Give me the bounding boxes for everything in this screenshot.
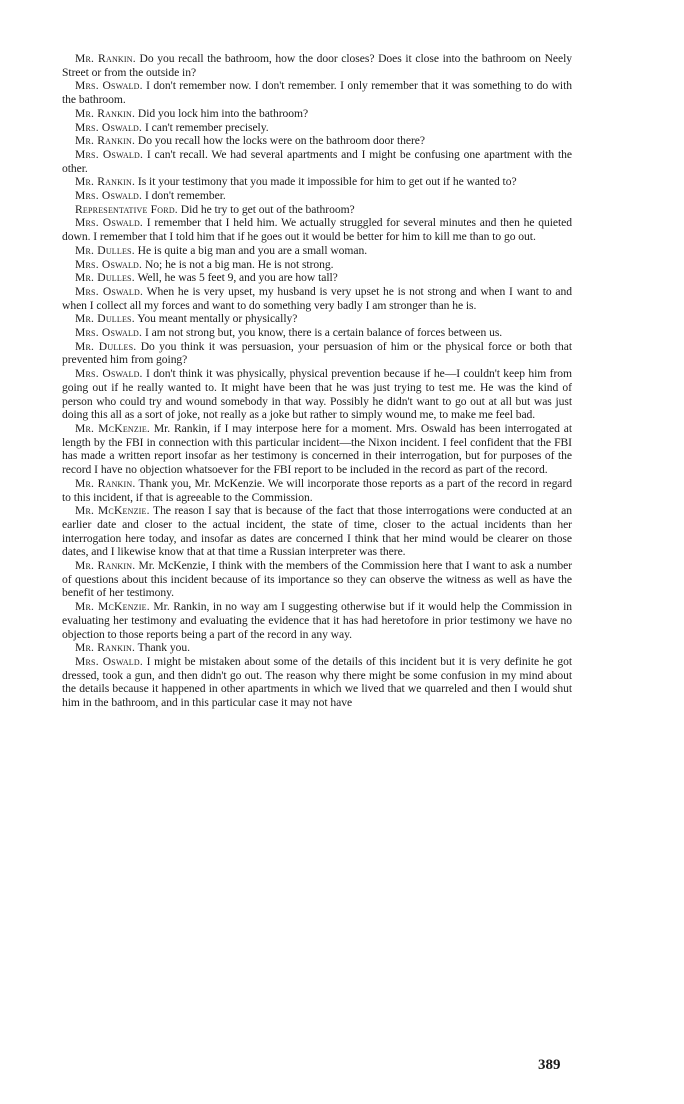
statement-text: When he is very upset, my husband is very upset he is not strong and when I want to and when I collect all my forces and want to do something very badly I am stronger than he is. <box>62 284 572 312</box>
testimony-paragraph <box>62 559 572 600</box>
testimony-paragraph <box>62 175 572 189</box>
statement-text: Thank you, Mr. McKenzie. We will incorporate those reports as a part of the record in regard to this incident, if that is agreeable to the Commission. <box>62 476 572 504</box>
statement-text: Do you think it was persuasion, your persuasion of him or the physical force or both that prevented him from going? <box>62 339 572 367</box>
speaker-name: Mrs. Oswald. <box>75 326 143 340</box>
statement-text: Do you recall how the locks were on the bathroom door there? <box>135 134 425 148</box>
speaker-name: Mrs. Oswald. <box>75 120 143 134</box>
statement-text: Mr. Rankin, if I may interpose here for a moment. Mrs. Oswald has been interrogated at length by the FBI in connection with this particular incident—the Nixon incident. I feel confident that the FBI has made a written report insofar as her testimony is concerned in their interrogation, but for purposes of the record I have no objection whatsoever for the FBI report to be included in the record as part of the record. <box>62 421 572 477</box>
testimony-paragraph <box>62 367 572 422</box>
speaker-name: Mr. Rankin. <box>75 134 136 148</box>
speaker-name: Mrs. Oswald. <box>75 79 143 93</box>
testimony-paragraph <box>62 655 572 710</box>
testimony-paragraph <box>62 203 572 217</box>
statement-text: I don't remember. <box>142 189 226 203</box>
testimony-paragraph <box>62 285 572 312</box>
statement-text: No; he is not a big man. He is not strong. <box>142 257 334 271</box>
statement-text: I don't think it was physically, physical prevention because if he—I couldn't keep him from going out if he really wanted to. It might have been that he was just trying to test me. He was the kind of person who could try and wound somebody in that way. Possibly he didn't want to go out at all but was just doing this all as a sort of joke, not really as a joke but rather to simply wound me, to make me feel bad. <box>62 367 572 422</box>
testimony-paragraph <box>62 258 572 272</box>
statement-text: You meant mentally or physically? <box>134 312 298 326</box>
speaker-name: Mr. McKenzie. <box>75 504 150 518</box>
testimony-paragraph <box>62 504 572 559</box>
testimony-paragraph <box>62 121 572 135</box>
testimony-paragraph <box>62 641 572 655</box>
speaker-name: Mrs. Oswald. <box>75 257 143 271</box>
testimony-transcript <box>62 52 572 710</box>
statement-text: Is it your testimony that you made it impossible for him to get out if he wanted to? <box>135 175 517 189</box>
statement-text: Did you lock him into the bathroom? <box>135 106 309 120</box>
testimony-paragraph <box>62 216 572 243</box>
testimony-paragraph <box>62 107 572 121</box>
speaker-name: Mrs. Oswald. <box>75 216 144 230</box>
testimony-paragraph <box>62 134 572 148</box>
speaker-name: Mr. Dulles. <box>75 312 135 326</box>
statement-text: He is quite a big man and you are a small woman. <box>134 243 368 257</box>
speaker-name: Mrs. Oswald. <box>75 654 143 668</box>
testimony-paragraph <box>62 326 572 340</box>
speaker-name: Mrs. Oswald. <box>75 367 143 381</box>
page-number: 389 <box>538 1057 561 1073</box>
speaker-name: Mr. Rankin. <box>75 559 136 573</box>
testimony-paragraph <box>62 477 572 504</box>
statement-text: The reason I say that is because of the fact that those interrogations were conducted at an earlier date and closer to the actual incident, the state of time, closer to the actual incidents than her interrogation here today, and insofar as dates are concerned I think that her mind would be clearer on those dates, and I likewise know that at that time a Russian interpreter was there. <box>62 504 572 559</box>
speaker-name: Mrs. Oswald. <box>75 147 144 161</box>
statement-text: Thank you. <box>135 641 190 655</box>
testimony-paragraph <box>62 312 572 326</box>
speaker-name: Mrs. Oswald. <box>75 284 144 298</box>
testimony-paragraph <box>62 79 572 106</box>
speaker-name: Mrs. Oswald. <box>75 189 143 203</box>
statement-text: Mr. Rankin, in no way am I suggesting otherwise but if it would help the Commission in evaluating her testimony and evaluating the evidence that it has had heretofore in prior testimony we have no objection to those reports being a part of the record in any way. <box>62 600 572 641</box>
testimony-paragraph <box>62 148 572 175</box>
testimony-paragraph <box>62 52 572 79</box>
speaker-name: Mr. Rankin. <box>75 175 136 189</box>
testimony-paragraph <box>62 189 572 203</box>
speaker-name: Mr. Rankin. <box>75 106 136 120</box>
testimony-paragraph <box>62 271 572 285</box>
speaker-name: Mr. Dulles. <box>75 339 137 353</box>
statement-text: I can't remember precisely. <box>142 120 269 134</box>
statement-text: Well, he was 5 feet 9, and you are how tall? <box>134 271 338 285</box>
testimony-paragraph <box>62 600 572 641</box>
statement-text: I am not strong but, you know, there is a certain balance of forces between us. <box>142 326 503 340</box>
speaker-name: Mr. Rankin. <box>75 476 136 490</box>
statement-text: I don't remember now. I don't remember. I only remember that it was something to do with the bathroom. <box>62 79 572 107</box>
testimony-paragraph <box>62 340 572 367</box>
statement-text: Do you recall the bathroom, how the door closes? Does it close into the bathroom on Neely Street or from the outside in? <box>62 52 573 79</box>
speaker-name: Mr. Dulles. <box>75 271 135 285</box>
speaker-name: Mr. McKenzie. <box>75 421 151 435</box>
speaker-name: Mr. Rankin. <box>75 52 136 65</box>
speaker-name: Representative Ford. <box>75 202 178 216</box>
statement-text: I remember that I held him. We actually struggled for several minutes and then he quieted down. I remember that I told him that if he goes out it would be better for him to kill me than to go out. <box>62 216 572 244</box>
testimony-paragraph <box>62 422 572 477</box>
statement-text: Mr. McKenzie, I think with the members of the Commission here that I want to ask a number of questions about this incident because of its importance so they can observe the witness as well as have the benefit of her testimony. <box>62 559 573 600</box>
statement-text: Did he try to get out of the bathroom? <box>177 202 355 216</box>
statement-text: I can't recall. We had several apartments and I might be confusing one apartment with the other. <box>62 147 572 175</box>
speaker-name: Mr. Dulles. <box>75 243 135 257</box>
statement-text: I might be mistaken about some of the details of this incident but it is very definite he got dressed, took a gun, and then didn't go out. The reason why there might be some confusion in my mind about the details because it happened in other apartments in which we lived that we quarreled and then I would shut him in the bathroom, and in this particular case it may not have <box>62 654 572 710</box>
speaker-name: Mr. McKenzie. <box>75 600 150 614</box>
speaker-name: Mr. Rankin. <box>75 641 136 655</box>
testimony-paragraph <box>62 244 572 258</box>
